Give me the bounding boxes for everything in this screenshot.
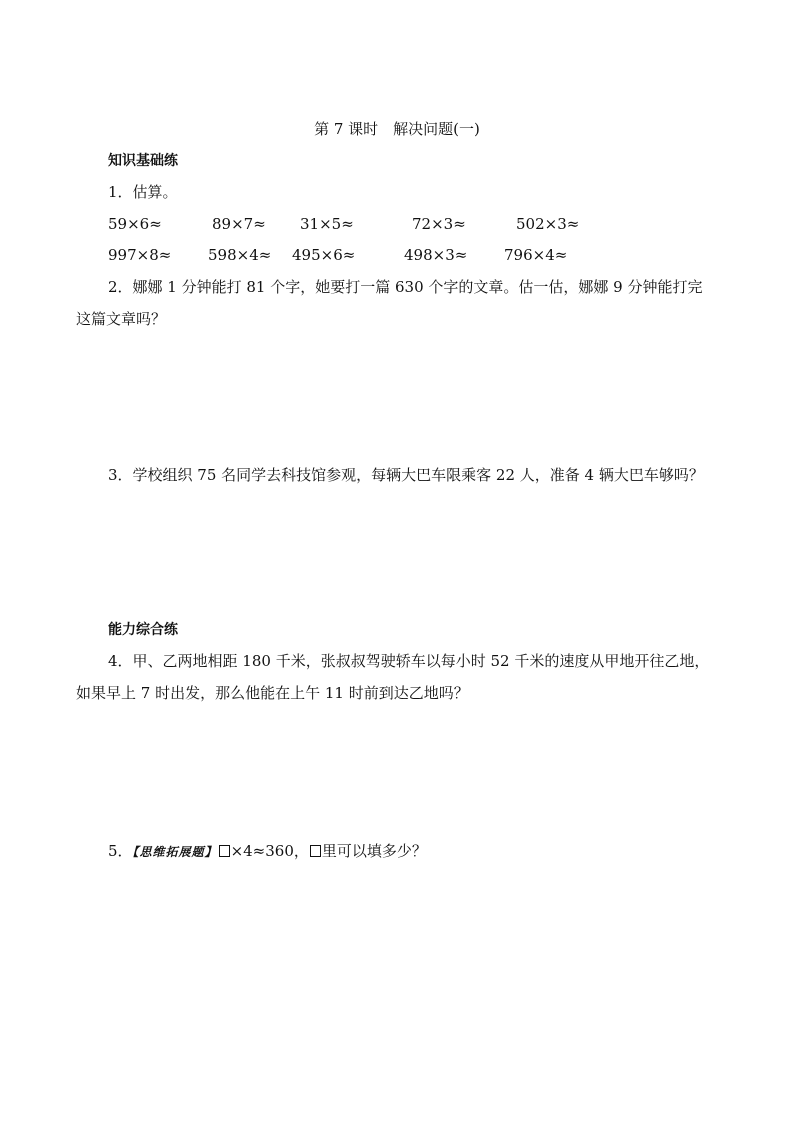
estimate-item: 495×6≈: [292, 246, 356, 264]
blank-box: [310, 845, 321, 857]
question-1-label: 1．估算。: [108, 183, 178, 201]
question-2-line-2: 这篇文章吗？: [76, 310, 167, 328]
question-5-number: 5．: [108, 842, 133, 860]
estimate-item: 72×3≈: [412, 215, 466, 233]
section-heading-ability: 能力综合练: [108, 622, 178, 638]
question-3-text: 3．学校组织 75 名同学去科技馆参观，每辆大巴车限乘客 22 人，准备 4 辆大巴车够吗？: [108, 466, 704, 484]
estimate-item: 59×6≈: [108, 215, 162, 233]
question-5-text: [108, 841, 427, 862]
question-5-ask: 里可以填多少？: [321, 842, 427, 860]
question-2-line-1: 2．娜娜 1 分钟能打 81 个字，她要打一篇 630 个字的文章。估一估，娜娜 9 分钟能打完: [108, 278, 703, 296]
estimate-item: 997×8≈: [108, 246, 172, 264]
estimate-item: 796×4≈: [504, 246, 568, 264]
estimate-item: 31×5≈: [300, 215, 354, 233]
blank-box: [219, 845, 230, 857]
estimate-item: 598×4≈: [208, 246, 272, 264]
page-title: 第 7 课时 解决问题(一): [314, 120, 480, 138]
estimate-item: 498×3≈: [404, 246, 468, 264]
estimate-item: 502×3≈: [516, 215, 580, 233]
estimate-item: 89×7≈: [212, 215, 266, 233]
question-5-expression: ×4≈360，: [230, 842, 309, 860]
thinking-extension-tag: 【思维拓展题】: [132, 845, 218, 859]
question-4-line-2: 如果早上 7 时出发，那么他能在上午 11 时前到达乙地吗？: [76, 684, 469, 702]
question-4-line-1: 4．甲、乙两地相距 180 千米，张叔叔驾驶轿车以每小时 52 千米的速度从甲地开往乙地，: [108, 652, 710, 670]
section-heading-basic: 知识基础练: [108, 153, 178, 169]
